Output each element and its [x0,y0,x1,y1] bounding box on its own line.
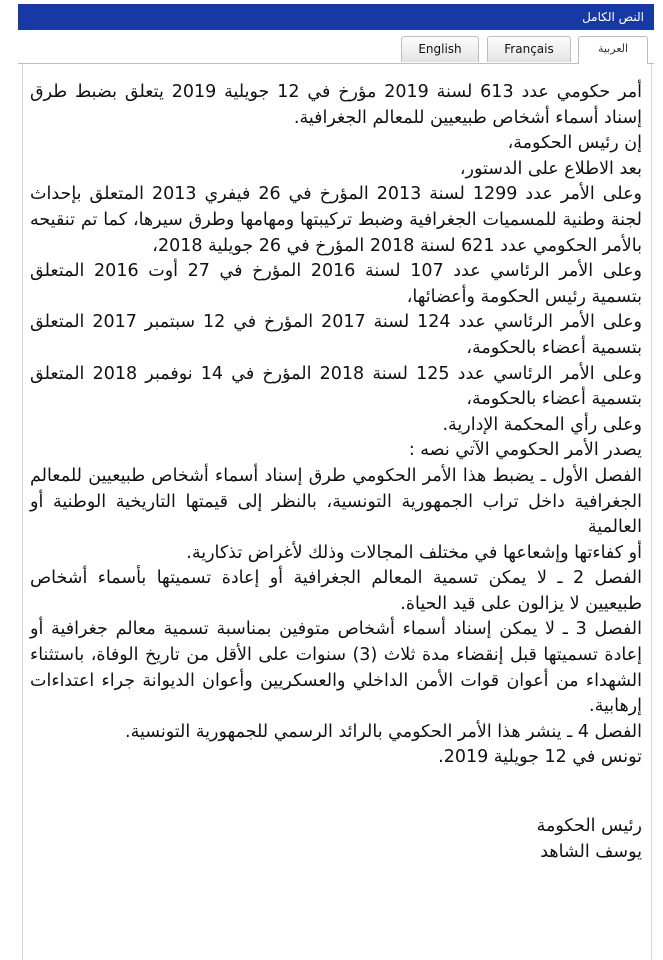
full-text-header [18,4,654,30]
article-3: الفصل 3 ـ لا يمكن إسناد أسماء أشخاص متوفين بمناسبة تسمية معالم جغرافية أو إعادة تسميتها قبل إنقضاء مدة ثلاث (3) سنوات على الأقل من تاريخ الوفاة، باستثناء الشهداء من أعوان قوات الأمن الداخلي والعسكريين وأعوان الديوانة جراء اعتداءات إرهابية. [30,619,643,717]
signature-title: رئيس الحكومة [536,816,642,837]
spacer [30,796,642,814]
language-tabs [18,30,654,64]
signature-name: يوسف الشاهد [540,841,642,862]
decree-title: أمر حكومي عدد 613 لسنة 2019 مؤرخ في 12 جويلية 2019 يتعلق بضبط طرق إسناد أسماء أشخاص طبيعيين للمعالم الجغرافية. [30,82,643,128]
date-line: تونس في 12 جويلية 2019. [438,747,642,768]
paragraph: إن رئيس الحكومة، [507,133,642,154]
paragraph: وعلى رأي المحكمة الإدارية. [442,414,642,435]
paragraph: يصدر الأمر الحكومي الآتي نصه : [408,440,642,461]
article-1: الفصل الأول ـ يضبط هذا الأمر الحكومي طرق إسناد أسماء أشخاص طبيعيين للمعالم الجغرافية داخل تراب الجمهورية التونسية، بالنظر إلى قيمتها التاريخية الوطنية أو العالمية [30,465,642,538]
tab-english[interactable]: English [401,36,479,62]
paragraph: وعلى الأمر الرئاسي عدد 124 لسنة 2017 المؤرخ في 12 سبتمبر 2017 المتعلق بتسمية أعضاء بالحكومة، [30,312,642,358]
paragraph: وعلى الأمر الرئاسي عدد 107 لسنة 2016 المؤرخ في 27 أوت 2016 المتعلق بتسمية رئيس الحكومة وأعضائها، [30,261,642,307]
paragraph: وعلى الأمر عدد 1299 لسنة 2013 المؤرخ في 26 فيفري 2013 المتعلق بإحداث لجنة وطنية للمسميات الجغرافية وضبط تركيبتها ومهامها وطرق سيرها، كما تم تنقيحه بالأمر الحكومي عدد 621 لسنة 2018 المؤرخ في 26 جويلية 2018، [30,184,642,256]
article-2: الفصل 2 ـ لا يمكن تسمية المعالم الجغرافية أو إعادة تسميتها بأسماء أشخاص طبيعيين لا يزالون على قيد الحياة. [30,568,642,614]
paragraph: بعد الاطلاع على الدستور، [459,158,642,179]
document-text [30,80,642,865]
article-4: الفصل 4 ـ ينشر هذا الأمر الحكومي بالرائد الرسمي للجمهورية التونسية. [125,721,642,742]
header-title: النص الكامل [582,10,644,24]
spacer [30,771,642,796]
paragraph: أو كفاءتها وإشعاعها في مختلف المجالات وذلك لأغراض تذكارية. [186,542,642,563]
tab-french[interactable]: Français [487,36,571,62]
paragraph: وعلى الأمر الرئاسي عدد 125 لسنة 2018 المؤرخ في 14 نوفمبر 2018 المتعلق بتسمية أعضاء بالحكومة، [30,363,642,410]
tab-arabic[interactable]: العربية [578,36,648,64]
